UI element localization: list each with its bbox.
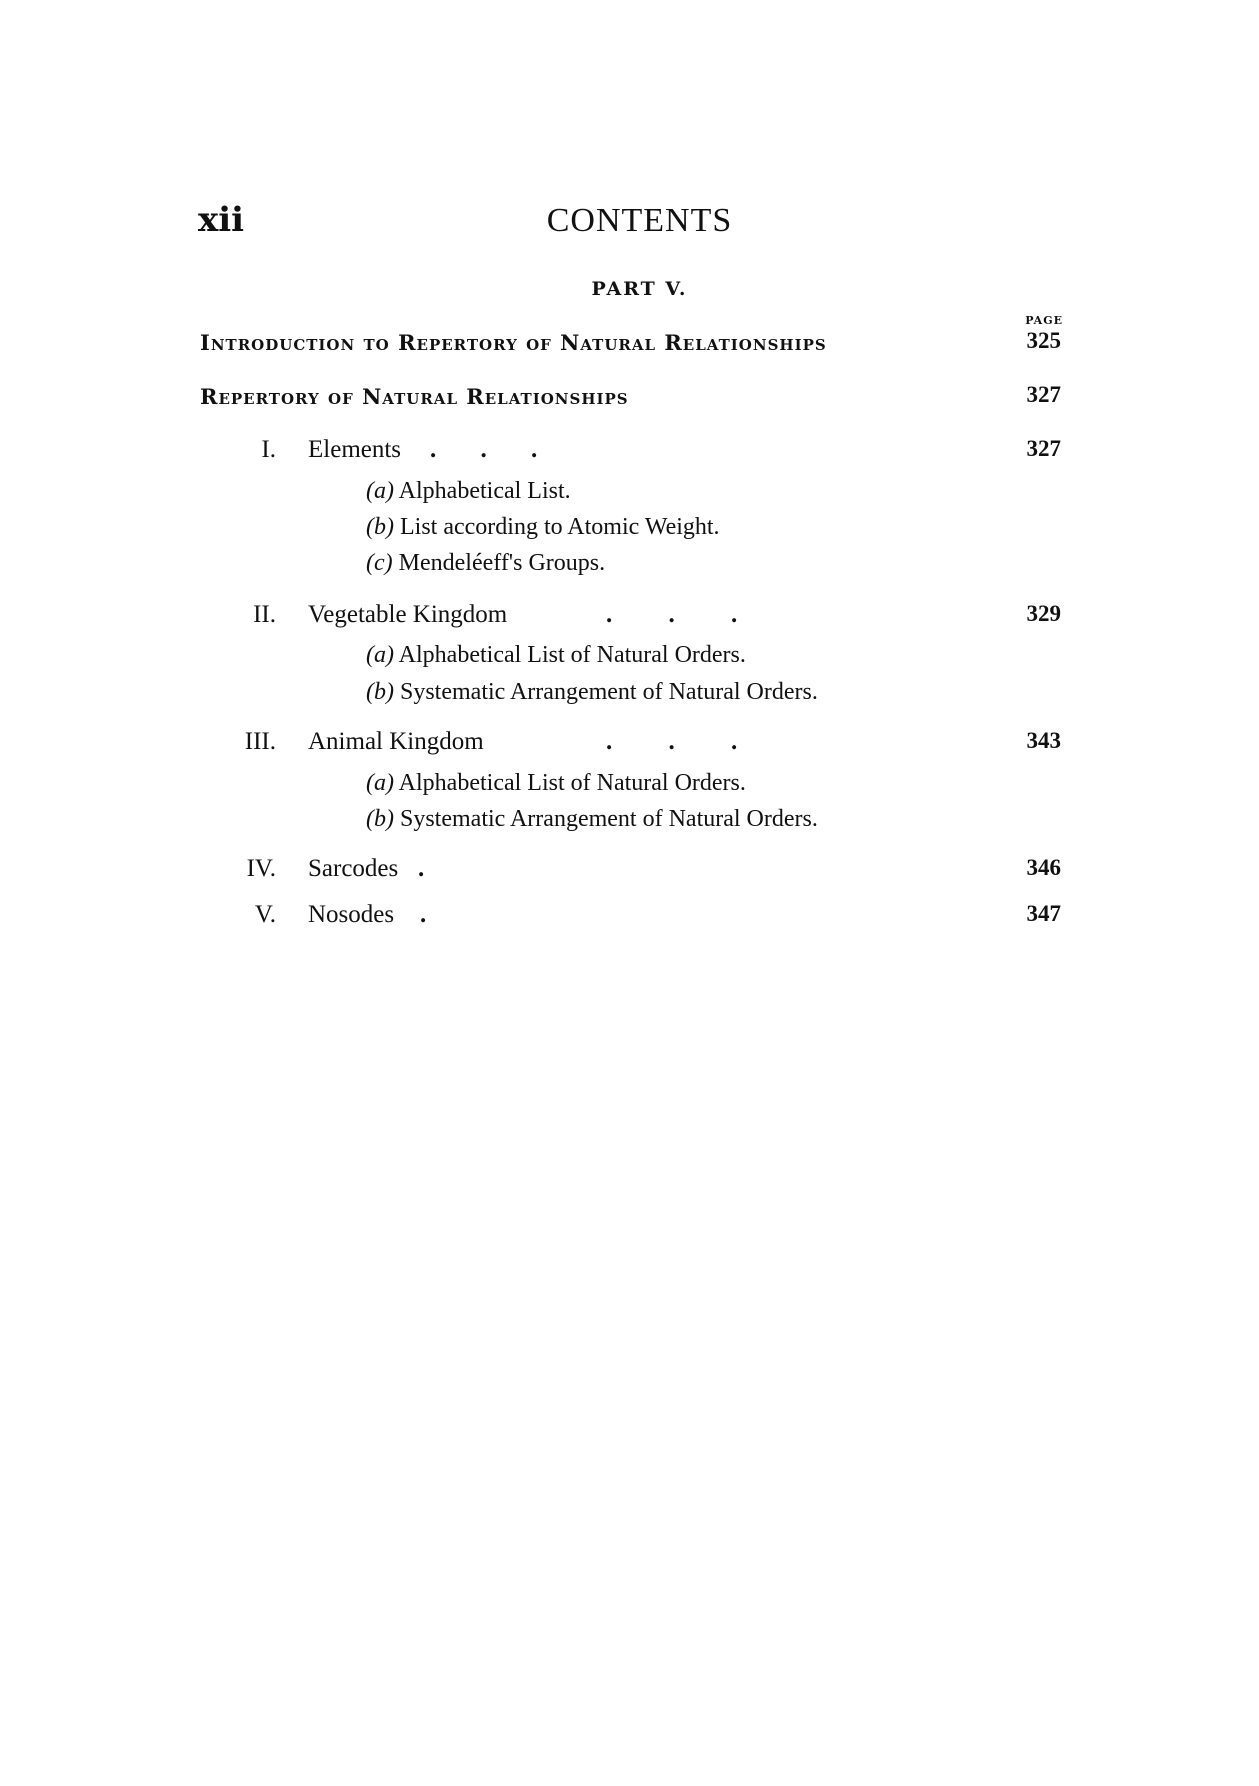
section-title: Sarcodes — [308, 855, 399, 882]
subsection-text: Alphabetical List of Natural Orders. — [398, 770, 746, 796]
section-page: 329 — [1026, 601, 1061, 626]
subsection-label: (b) — [366, 679, 394, 705]
part-heading: PART V. — [591, 278, 688, 300]
section-numeral: IV. — [246, 855, 276, 882]
subsection-label: (a) — [366, 642, 394, 668]
subsection-text: Alphabetical List. — [398, 478, 571, 504]
leader-dots: . . . — [606, 601, 738, 628]
subsection-label: (a) — [366, 478, 394, 504]
section-page: 327 — [1026, 436, 1061, 461]
subsection — [366, 770, 746, 797]
heading-repertory: Repertory of Natural Relationships — [200, 384, 629, 409]
page-title: CONTENTS — [546, 202, 733, 239]
subsection — [366, 642, 746, 669]
subsection-text: Alphabetical List of Natural Orders. — [398, 642, 746, 668]
subsection-label: (b) — [366, 806, 394, 832]
leader-dots: . — [418, 855, 425, 882]
section-page: 347 — [1026, 901, 1061, 926]
leader-dots: . . . — [606, 728, 738, 755]
subsection — [366, 514, 720, 541]
subsection — [366, 478, 571, 505]
heading-introduction-page: 325 — [1026, 328, 1061, 353]
section-page: 346 — [1026, 855, 1061, 880]
subsection — [366, 806, 818, 833]
subsection-label: (a) — [366, 770, 394, 796]
section-numeral: II. — [253, 601, 276, 628]
section-title: Animal Kingdom — [308, 728, 484, 755]
heading-introduction: Introduction to Repertory of Natural Relationships — [200, 330, 827, 355]
section-title: Vegetable Kingdom — [308, 601, 508, 628]
section-numeral: V. — [254, 901, 276, 928]
subsection-label: (b) — [366, 514, 394, 540]
section-numeral: III. — [244, 728, 276, 755]
section-numeral: I. — [261, 436, 276, 463]
section-page: 343 — [1026, 728, 1061, 753]
heading-repertory-page: 327 — [1026, 382, 1061, 407]
section-title: Nosodes — [308, 901, 395, 928]
subsection-text: Systematic Arrangement of Natural Orders. — [399, 806, 818, 832]
leader-dots: . . . — [430, 436, 538, 463]
subsection-label: (c) — [366, 550, 393, 576]
page-column-label: PAGE — [1025, 314, 1063, 327]
section-title: Elements — [308, 436, 402, 463]
subsection — [366, 550, 605, 577]
subsection — [366, 679, 818, 706]
subsection-text: Systematic Arrangement of Natural Orders. — [399, 679, 818, 705]
subsection-text: List according to Atomic Weight. — [399, 514, 720, 540]
page-folio: xii — [198, 200, 245, 240]
leader-dots: . — [420, 901, 427, 928]
subsection-text: Mendeléeff's Groups. — [398, 550, 606, 576]
